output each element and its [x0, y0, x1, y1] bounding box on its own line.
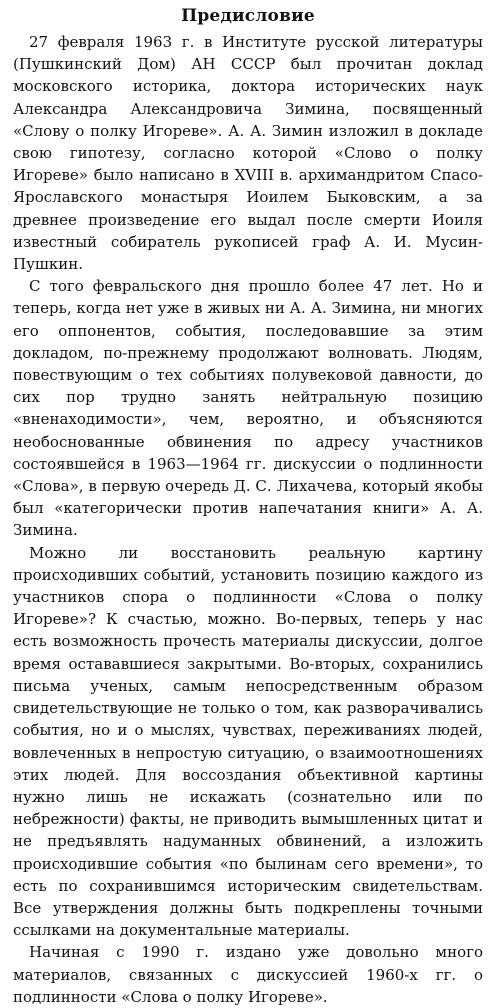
paragraph-2: С того февральского дня прошло более 47 лет. Но и теперь, когда нет уже в живых ни А. А. Зимина, ни многих его оппонентов, события, последовавшие за этим докладом, по-прежнему продолжают волновать. Людям, повествующим о тех событиях полувековой давности, до сих пор трудно занять нейтральную позицию «вненаходимости», чем, вероятно, и объясняются необоснованные обвинения по адресу участников состоявшейся в 1963—1964 гг. дискуссии о подлинности «Слова», в первую очередь Д. С. Лихачева, который якобы был «категорически против напечатания книги» А. А. Зимина.: [13, 277, 483, 540]
page-title: Предисловие: [181, 6, 315, 26]
paragraph-3: Можно ли восстановить реальную картину происходивших событий, установить позицию каждого из участников спора о подлинности «Слова о полку Игореве»? К счастью, можно. Во-первых, теперь у нас есть возможность прочесть материалы дискуссии, долгое время остававшиеся закрытыми. Во-вторых, сохранились письма ученых, самым непосредственным образом свидетельствующие не только о том, как разворачивались события, но и о мыслях, чувствах, переживаниях людей, вовлеченных в непростую ситуацию, о взаимоотношениях этих людей. Для воссоздания объективной картины нужно лишь не искажать (сознательно или по небрежности) факты, не приводить вымышленных цитат и не предъявлять надуманных обвинений, а изложить происходившие события «по былинам сего времени», то есть по сохранившимся историческим свидетельствам. Все утверждения должны быть подкреплены точными ссылками на документальные материалы.: [13, 543, 483, 940]
paragraph-4: Начиная с 1990 г. издано уже довольно много материалов, связанных с дискуссией 1960-х гг. о подлинности «Слова о полку Игореве».: [13, 943, 483, 1006]
paragraph-1: 27 февраля 1963 г. в Институте русской литературы (Пушкинский Дом) АН СССР был прочитан доклад московского историка, доктора исторических наук Александра Александровича Зимина, посвященный «Слову о полку Игореве». А. А. Зимин изложил в докладе свою гипотезу, согласно которой «Слово о полку Игореве» было написано в XVIII в. архимандритом Спасо-Ярославского монастыря Иоилем Быковским, а за древнее произведение его выдал после смерти Иоиля известный собиратель рукописей граф А. И. Мусин-Пушкин.: [13, 33, 483, 274]
